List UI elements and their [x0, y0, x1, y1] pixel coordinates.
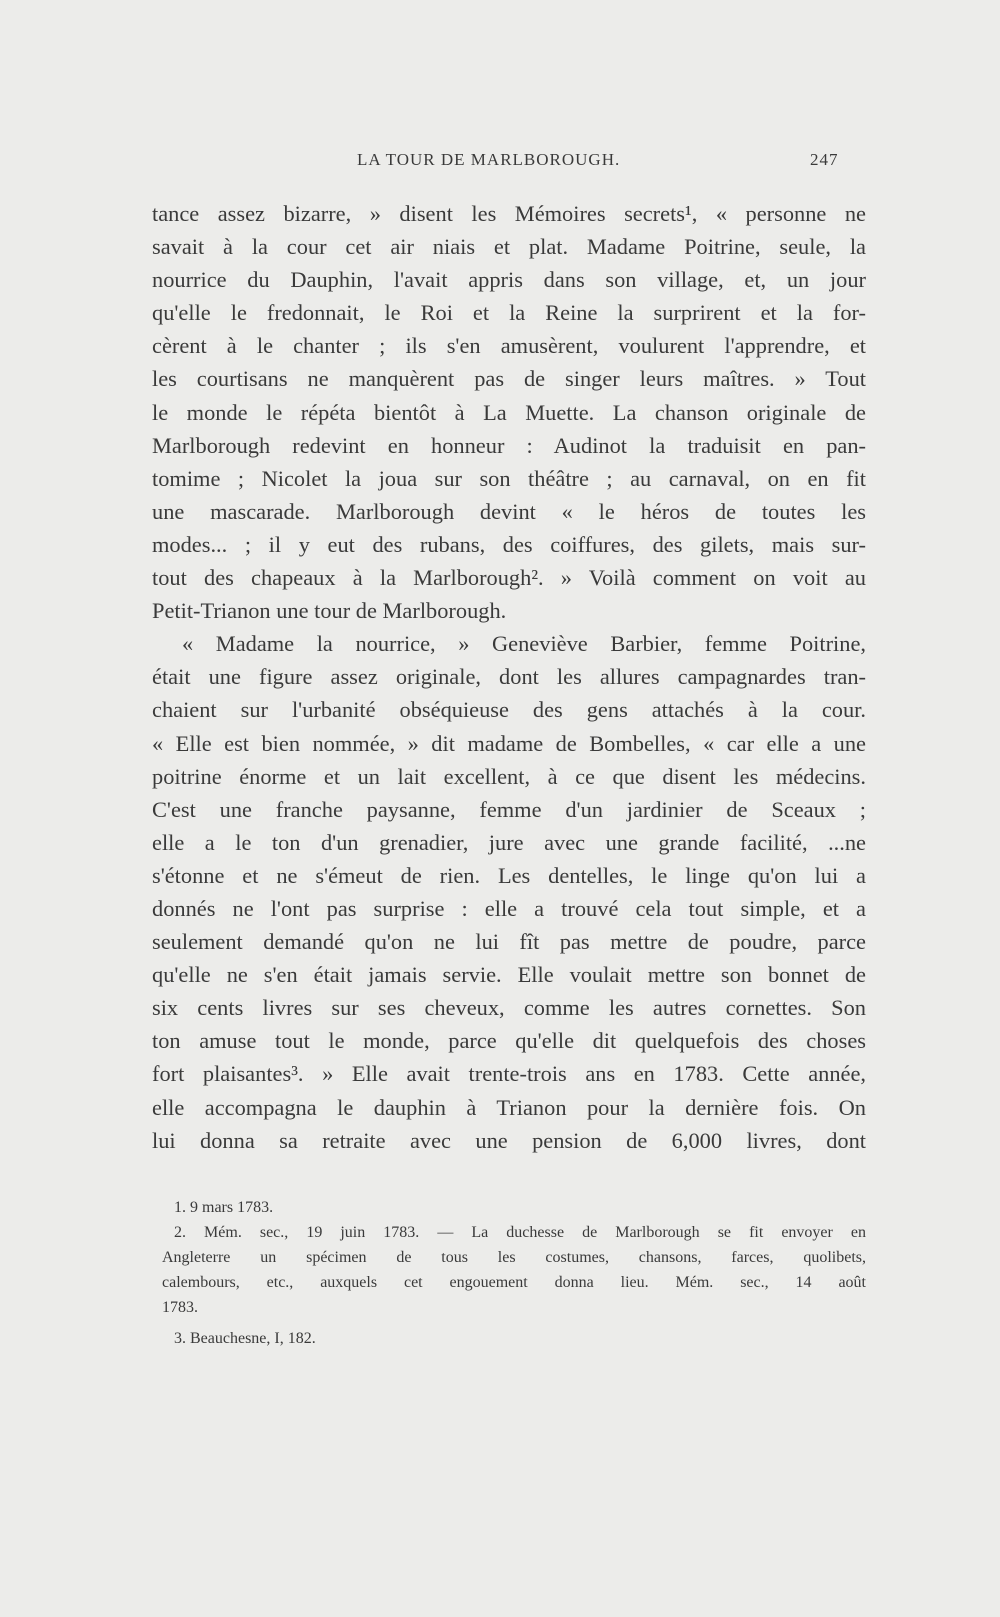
text-line: « Elle est bien nommée, » dit madame de Bombelles, « car elle a une	[152, 730, 866, 756]
text-line: Marlborough redevint en honneur : Audinot la traduisit en pan-	[152, 432, 866, 458]
footnote-line: 2. Mém. sec., 19 juin 1783. — La duchesse de Marlborough se fit envoyer en	[174, 1224, 866, 1241]
text-line: nourrice du Dauphin, l'avait appris dans son village, et, un jour	[152, 267, 866, 293]
footnote-line: calembours, etc., auxquels cet engouement donna lieu. Mém. sec., 14 août	[162, 1274, 866, 1291]
body-text	[152, 197, 866, 1157]
text-line: elle accompagna le dauphin à Trianon pour la dernière fois. On	[152, 1094, 866, 1120]
text-line: tance assez bizarre, » disent les Mémoires secrets¹, « personne ne	[152, 201, 866, 226]
footnote-line: 3. Beauchesne, I, 182.	[174, 1330, 316, 1347]
text-line: modes... ; il y eut des rubans, des coiffures, des gilets, mais sur-	[152, 531, 866, 557]
text-line: « Madame la nourrice, » Geneviève Barbier, femme Poitrine,	[182, 631, 866, 657]
footnote-line: 1783.	[162, 1299, 198, 1316]
text-line: le monde le répéta bientôt à La Muette. La chanson originale de	[152, 399, 866, 425]
footnote-line: 1. 9 mars 1783.	[174, 1199, 274, 1216]
text-line: six cents livres sur ses cheveux, comme les autres cornettes. Son	[152, 995, 866, 1021]
text-line: chaient sur l'urbanité obséquieuse des gens attachés à la cour.	[152, 697, 866, 723]
text-line: cèrent à le chanter ; ils s'en amusèrent, voulurent l'apprendre, et	[152, 333, 866, 359]
text-line: Petit-Trianon une tour de Marlborough.	[152, 598, 507, 624]
footnotes	[162, 1195, 866, 1351]
footnote-line: Angleterre un spécimen de tous les costumes, chansons, farces, quolibets,	[162, 1249, 866, 1266]
page-number: 247	[810, 150, 839, 169]
text-line: tomime ; Nicolet la joua sur son théâtre ; au carnaval, on en fit	[152, 465, 866, 491]
text-line: tout des chapeaux à la Marlborough². » Voilà comment on voit au	[152, 565, 866, 591]
text-line: une mascarade. Marlborough devint « le héros de toutes les	[152, 498, 866, 524]
text-line: s'étonne et ne s'émeut de rien. Les dentelles, le linge qu'on lui a	[152, 862, 866, 888]
text-line: seulement demandé qu'on ne lui fît pas mettre de poudre, parce	[152, 929, 866, 955]
text-line: lui donna sa retraite avec une pension de 6,000 livres, dont	[152, 1127, 866, 1153]
text-line: poitrine énorme et un lait excellent, à ce que disent les médecins.	[152, 763, 866, 789]
text-line: les courtisans ne manquèrent pas de singer leurs maîtres. » Tout	[152, 366, 866, 392]
running-title: LA TOUR DE MARLBOROUGH.	[357, 150, 621, 169]
text-line: elle a le ton d'un grenadier, jure avec une grande facilité, ...ne	[152, 829, 866, 855]
text-line: donnés ne l'ont pas surprise : elle a trouvé cela tout simple, et a	[152, 895, 866, 921]
text-line: C'est une franche paysanne, femme d'un jardinier de Sceaux ;	[152, 796, 866, 822]
text-line: fort plaisantes³. » Elle avait trente-trois ans en 1783. Cette année,	[152, 1061, 866, 1087]
text-line: qu'elle ne s'en était jamais servie. Elle voulait mettre son bonnet de	[152, 962, 866, 988]
text-line: savait à la cour cet air niais et plat. Madame Poitrine, seule, la	[152, 234, 866, 260]
text-line: était une figure assez originale, dont les allures campagnardes tran-	[152, 664, 866, 690]
text-line: qu'elle le fredonnait, le Roi et la Reine la surprirent et la for-	[152, 300, 866, 326]
text-line: ton amuse tout le monde, parce qu'elle dit quelquefois des choses	[152, 1028, 866, 1054]
